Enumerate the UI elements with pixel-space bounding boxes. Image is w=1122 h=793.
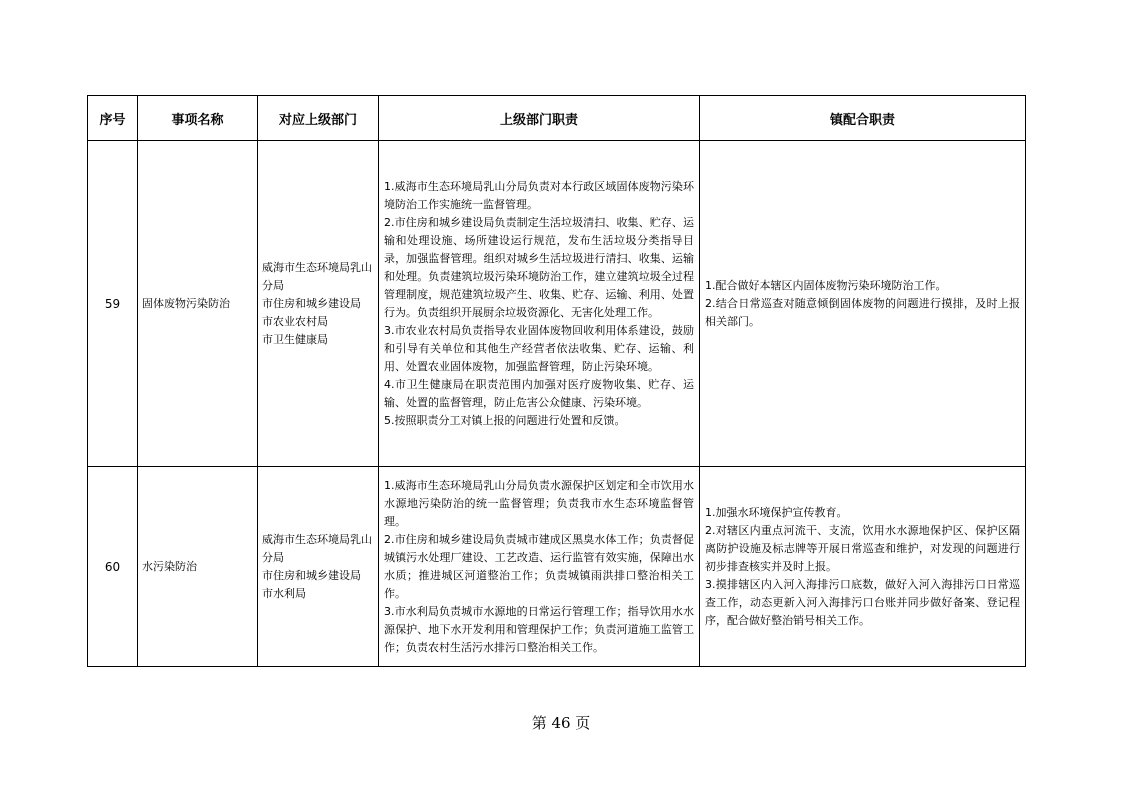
page-number: 第 46 页: [531, 714, 591, 732]
responsibility-item: 5.按照职责分工对镇上报的问题进行处置和反馈。: [384, 413, 626, 427]
row-serial-number: 60: [88, 467, 138, 667]
row-superior-responsibilities: [379, 141, 700, 467]
table-header-row: [88, 96, 1026, 141]
town-responsibility-item: 1.加强水环境保护宣传教育。: [705, 505, 848, 519]
header-superior-responsibilities: 上级部门职责: [379, 96, 700, 141]
responsibility-item: 4.市卫生健康局在职责范围内加强对医疗废物收集、贮存、运输、处置的监督管理，防止危害公众健康、污染环境。: [384, 377, 694, 409]
header-town-responsibilities: 镇配合职责: [700, 96, 1026, 141]
responsibility-item: 1.威海市生态环境局乳山分局负责水源保护区划定和全市饮用水水源地污染防治的统一监督管理；负责我市水生态环境监督管理。: [384, 478, 694, 528]
row-serial-number: 59: [88, 141, 138, 467]
responsibility-item: 2.市住房和城乡建设局负责制定生活垃圾清扫、收集、贮存、运输和处理设施、场所建设运行规范，发布生活垃圾分类指导目录，加强监督管理。组织对城乡生活垃圾进行清扫、收集、运输和处理。负责建筑垃圾污染环境防治工作，建立建筑垃圾全过程管理制度，规范建筑垃圾产生、收集、贮存、运输、利用、处置行为。负责组织开展厨余垃圾资源化、无害化处理工作。: [384, 215, 694, 319]
responsibility-item: 2.市住房和城乡建设局负责城市建成区黑臭水体工作；负责督促城镇污水处理厂建设、工艺改造、运行监管有效实施，保障出水水质；推进城区河道整治工作；负责城镇雨洪排口整治相关工作。: [384, 532, 694, 600]
town-responsibility-item: 2.对辖区内重点河流干、支流，饮用水水源地保护区、保护区隔离防护设施及标志牌等开展日常巡查和维护，对发现的问题进行初步排查核实并及时上报。: [705, 523, 1020, 573]
table-row: [88, 467, 1026, 667]
responsibility-item: 3.市农业农村局负责指导农业固体废物回收利用体系建设，鼓励和引导有关单位和其他生产经营者依法收集、贮存、运输、利用、处置农业固体废物，加强监督管理，防止污染环境。: [384, 323, 694, 373]
header-superior-department: 对应上级部门: [258, 96, 379, 141]
row-town-responsibilities: [700, 141, 1026, 467]
row-superior-department: 威海市生态环境局乳山分局 市住房和城乡建设局 市农业农村局 市卫生健康局: [258, 141, 379, 467]
row-superior-department: 威海市生态环境局乳山分局 市住房和城乡建设局 市水利局: [258, 467, 379, 667]
responsibility-item: 3.市水利局负责城市水源地的日常运行管理工作；指导饮用水水源保护、地下水开发利用和管理保护工作；负责河道施工监管工作；负责农村生活污水排污口整治相关工作。: [384, 604, 694, 654]
town-responsibility-item: 3.摸排辖区内入河入海排污口底数，做好入河入海排污口日常巡查工作，动态更新入河入海排污口台账并同步做好备案、登记程序，配合做好整治销号相关工作。: [705, 577, 1020, 627]
header-item-name: 事项名称: [138, 96, 258, 141]
responsibility-item: 1.威海市生态环境局乳山分局负责对本行政区域固体废物污染环境防治工作实施统一监督管理。: [384, 179, 694, 211]
header-serial-number: 序号: [88, 96, 138, 141]
town-responsibility-item: 2.结合日常巡查对随意倾倒固体废物的问题进行摸排，及时上报相关部门。: [705, 296, 1020, 328]
town-responsibility-item: 1.配合做好本辖区内固体废物污染环境防治工作。: [705, 278, 947, 292]
row-town-responsibilities: [700, 467, 1026, 667]
table-row: [88, 141, 1026, 467]
responsibility-table: [87, 95, 1026, 667]
row-item-name: 固体废物污染防治: [138, 141, 258, 467]
row-superior-responsibilities: [379, 467, 700, 667]
row-item-name: 水污染防治: [138, 467, 258, 667]
